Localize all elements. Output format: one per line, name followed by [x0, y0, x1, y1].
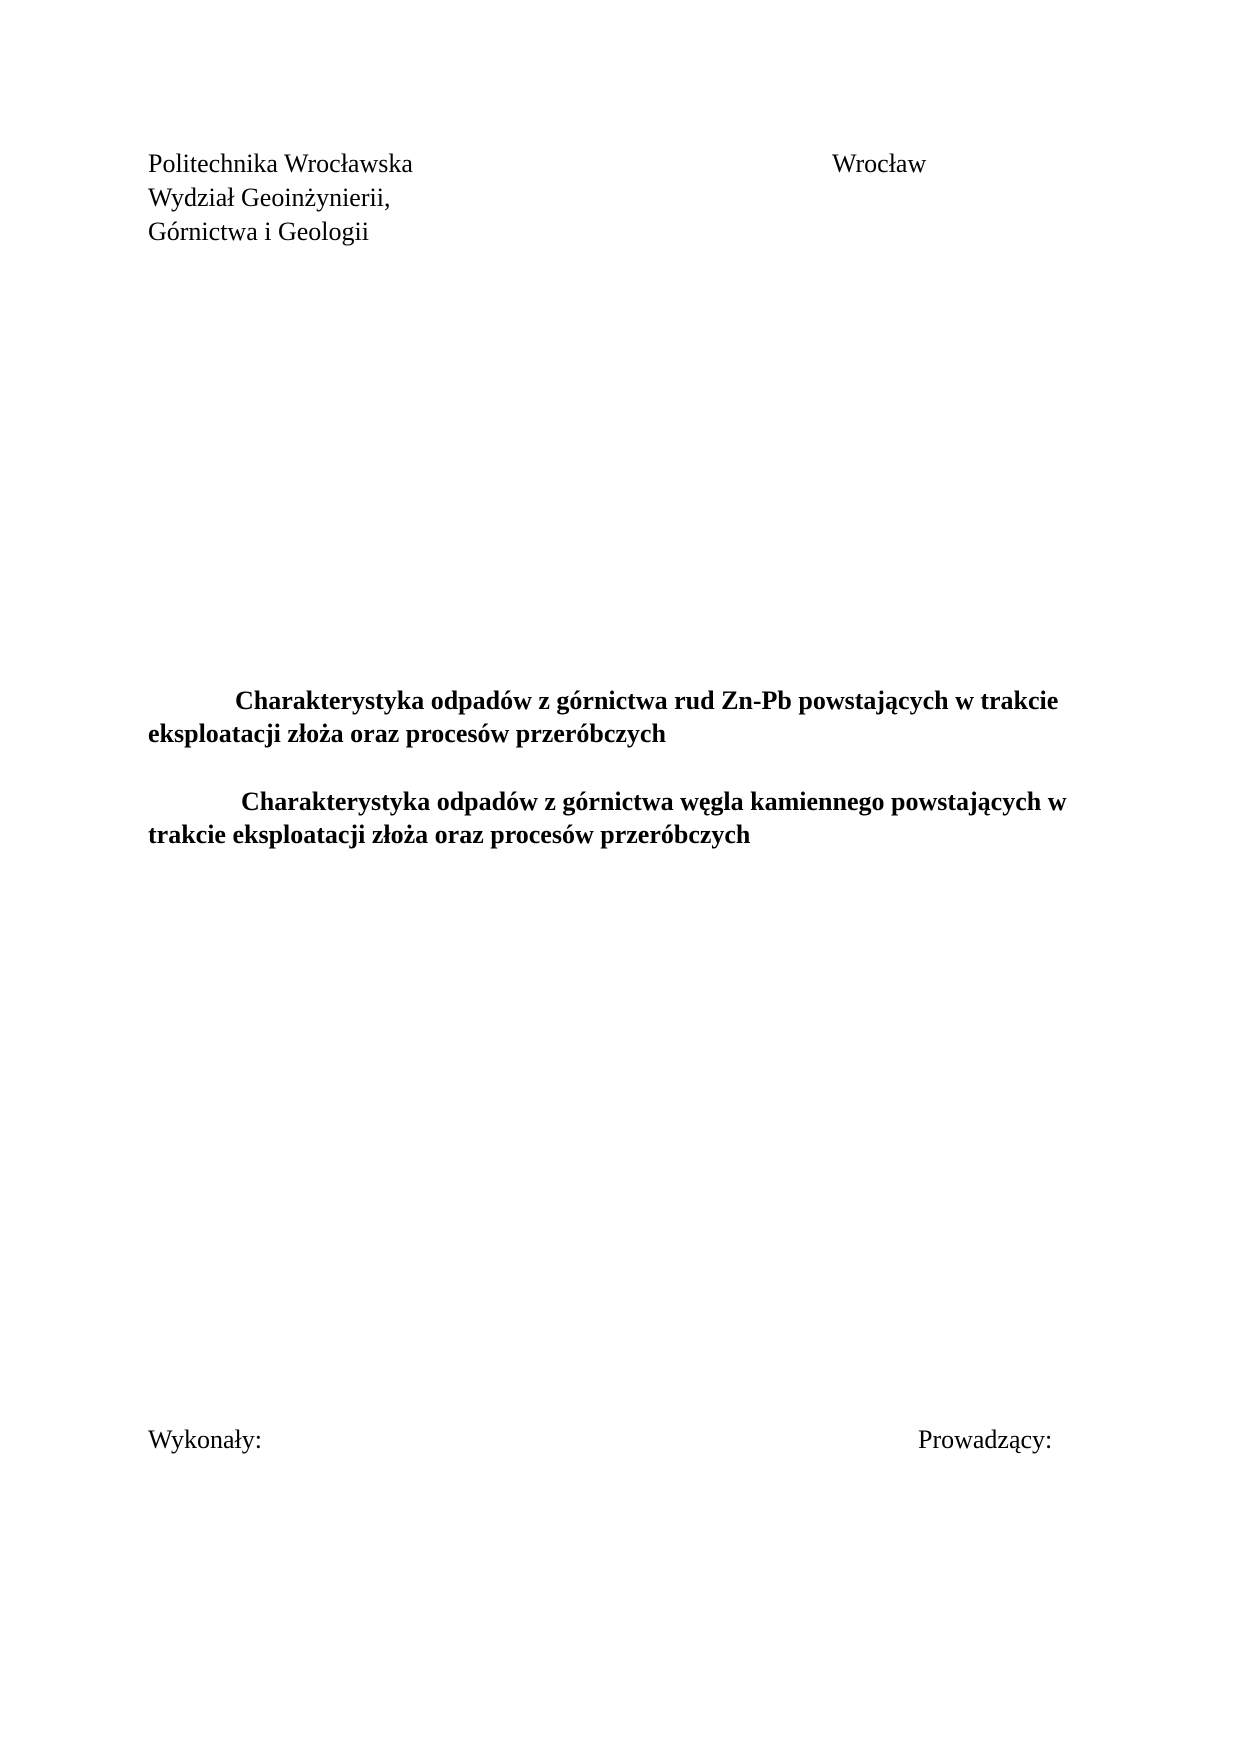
document-title-2: Charakterystyka odpadów z górnictwa węgla kamiennego powstających w trakcie eksploatacji złoża oraz procesów przeróbczych	[148, 787, 1067, 849]
institution-block	[148, 147, 708, 249]
authors-label: Wykonały:	[148, 1425, 262, 1454]
institution-name: Politechnika Wrocławska	[148, 149, 413, 178]
supervisor-label: Prowadzący:	[918, 1425, 1053, 1454]
faculty-name-line-2: Górnictwa i Geologii	[148, 217, 369, 246]
document-title-1: Charakterystyka odpadów z górnictwa rud Zn-Pb powstających w trakcie eksploatacji złoża oraz procesów przeróbczych	[148, 686, 1059, 748]
faculty-name-line-1: Wydział Geoinżynierii,	[148, 183, 391, 212]
city-label: Wrocław	[832, 149, 927, 178]
